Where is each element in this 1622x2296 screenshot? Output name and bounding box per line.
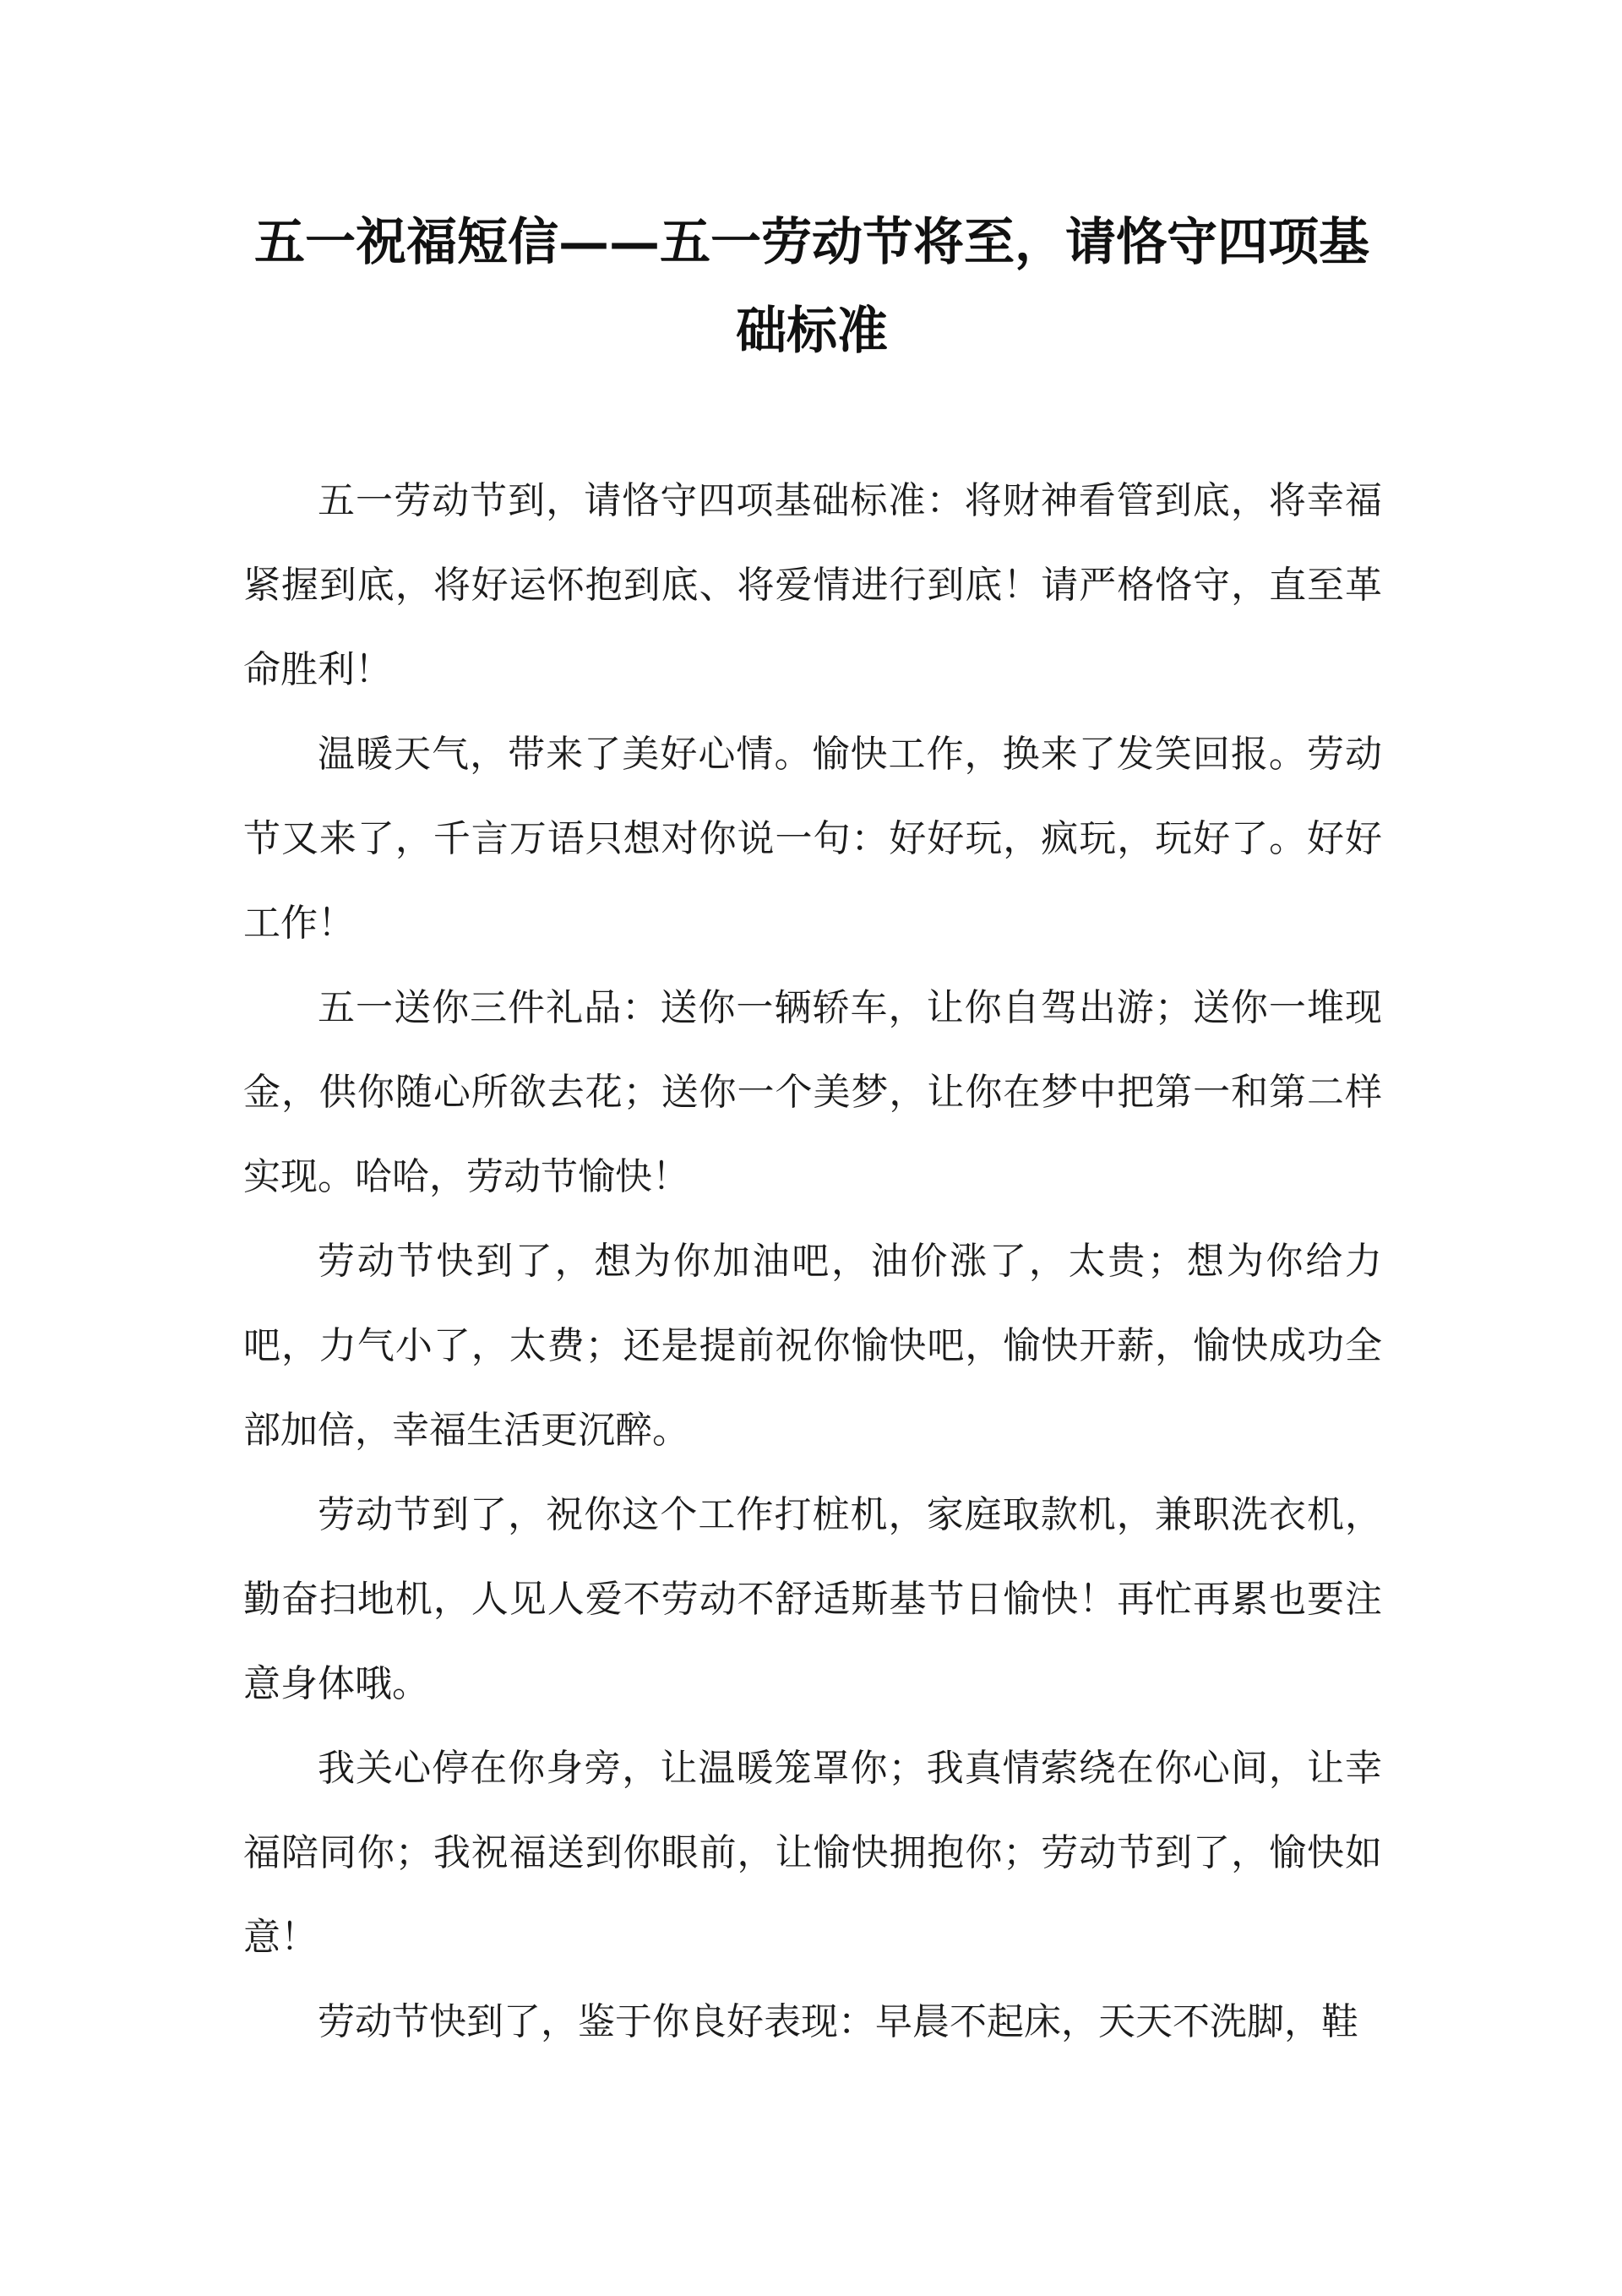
paragraph: 我关心停在你身旁，让温暖笼罩你；我真情萦绕在你心间，让幸福陪同你；我祝福送到你眼前，让愉快拥抱你；劳动节到了，愉快如意！ <box>243 1747 1382 1959</box>
paragraph: 温暖天气，带来了美好心情。愉快工作，换来了发笑回报。劳动节又来了，千言万语只想对你说一句：好好玩，疯玩，玩好了。好好工作！ <box>243 733 1382 945</box>
paragraph: 劳动节到了，祝你这个工作打桩机，家庭取款机，兼职洗衣机，勤奋扫地机，人见人爱不劳动不舒适斯基节日愉快！再忙再累也要注意身体哦。 <box>243 1493 1382 1705</box>
document-title: 五一祝福短信——五一劳动节将至，请恪守四项基础标准 <box>254 213 1369 361</box>
paragraph: 五一送你三件礼品：送你一辆轿车，让你自驾出游；送你一堆现金，供你随心所欲去花；送你一个美梦，让你在梦中把第一和第二样实现。哈哈，劳动节愉快！ <box>243 986 1382 1198</box>
paragraph: 劳动节快到了，想为你加油吧，油价涨了，太贵；想为你给力吧，力气小了，太费；还是提前祝你愉快吧，愉快开薪，愉快成功全部加倍，幸福生活更沉醉。 <box>243 1240 1382 1452</box>
paragraph: 五一劳动节到，请恪守四项基础标准：将财神看管到底，将幸福紧握到底，将好运怀抱到底、将爱情进行到底！请严格恪守，直至革命胜利！ <box>243 479 1382 691</box>
paragraph: 劳动节快到了，鉴于你良好表现：早晨不起床，天天不洗脚，鞋 <box>318 2000 1358 2043</box>
document-body <box>243 459 1382 2064</box>
